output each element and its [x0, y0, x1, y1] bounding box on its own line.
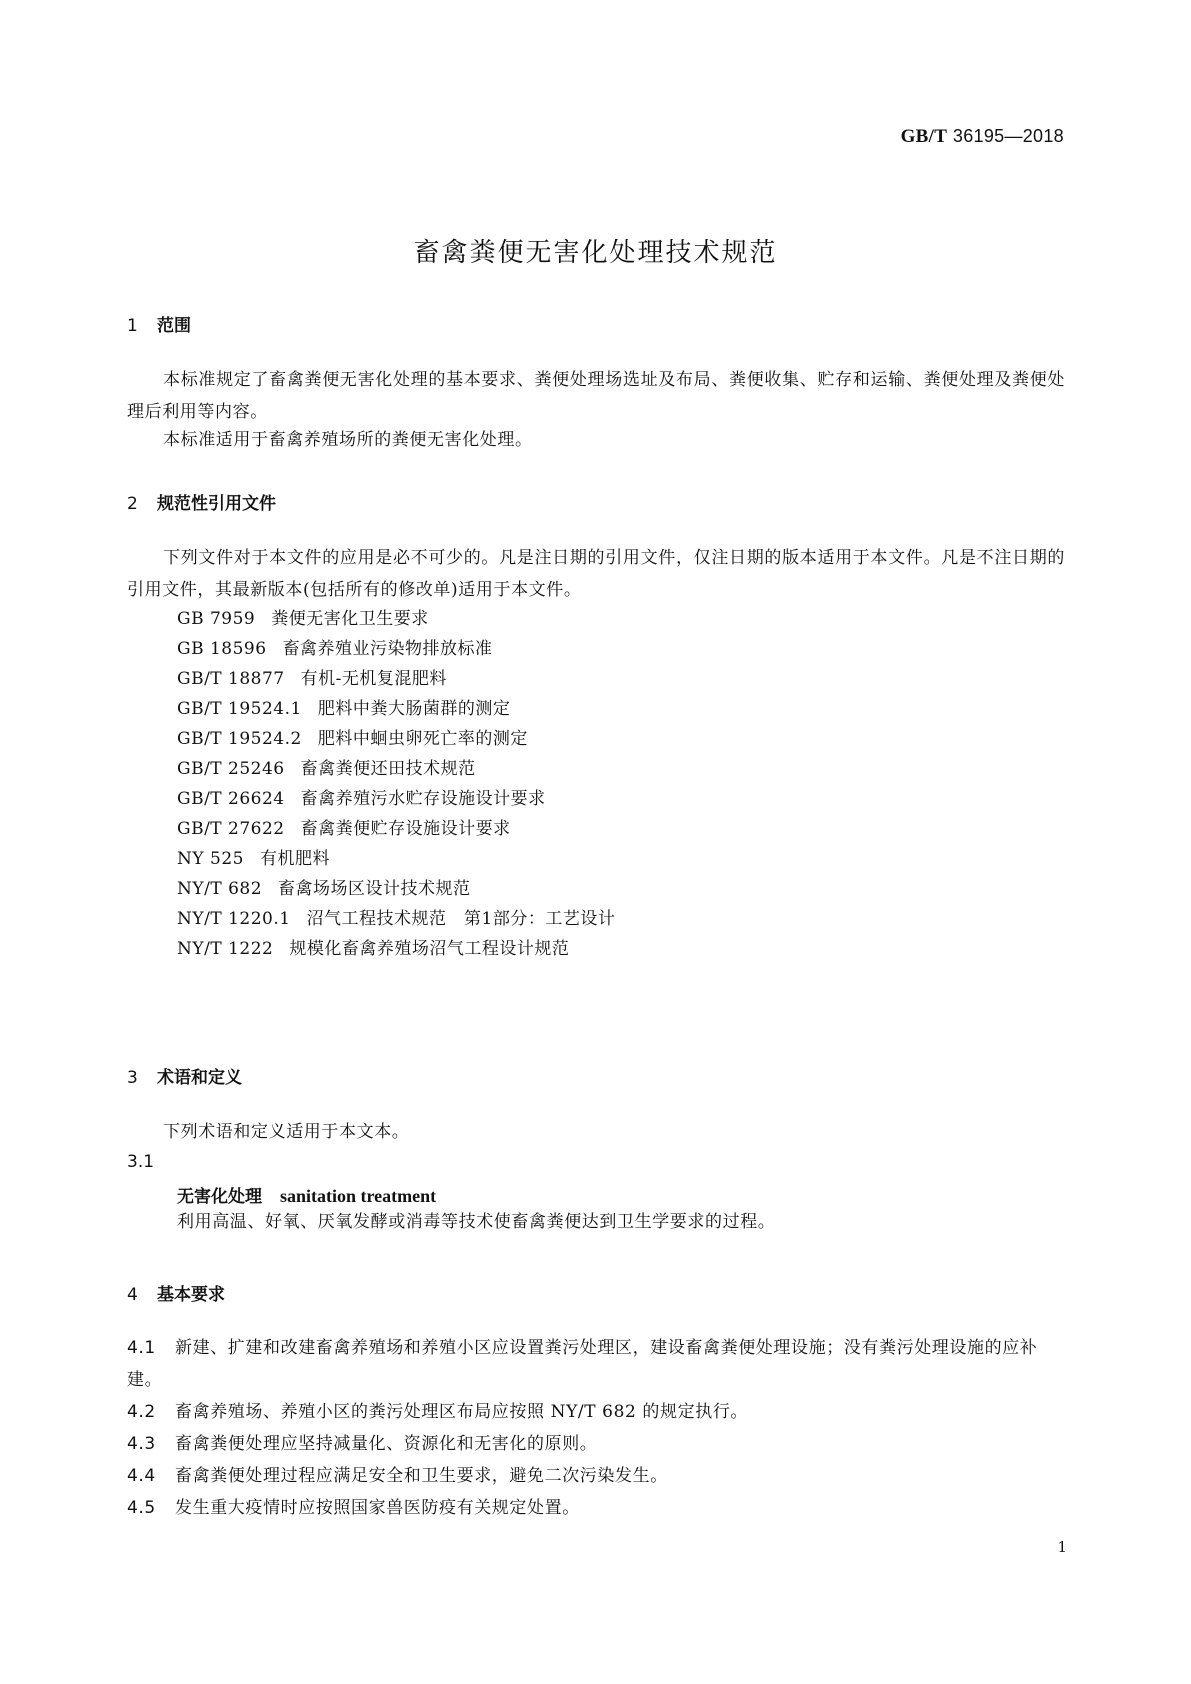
standard-number	[901, 126, 1064, 148]
reference-title: 有机肥料	[259, 849, 330, 869]
reference-code: GB 7959	[177, 609, 256, 629]
reference-title: 畜禽养殖污水贮存设施设计要求	[300, 789, 546, 809]
reference-title: 肥料中蛔虫卵死亡率的测定	[317, 729, 528, 749]
reference-code: GB/T 19524.1	[177, 699, 302, 719]
reference-item	[177, 904, 615, 929]
reference-title: 规模化畜禽养殖场沼气工程设计规范	[289, 939, 570, 959]
standard-prefix: GB/T	[900, 126, 948, 147]
clause-item	[127, 1428, 1065, 1460]
reference-code: GB/T 26624	[177, 789, 285, 809]
term-definition: 利用高温、好氧、厌氧发酵或消毒等技术使畜禽粪便达到卫生学要求的过程。	[177, 1212, 776, 1232]
section-3-heading	[127, 1063, 242, 1088]
reference-code: GB/T 18877	[177, 669, 285, 689]
term-english: sanitation treatment	[280, 1186, 437, 1206]
reference-title: 肥料中粪大肠菌群的测定	[317, 699, 511, 719]
term-number: 3.1	[127, 1152, 155, 1172]
section-2-heading	[127, 489, 276, 514]
reference-item	[177, 634, 493, 659]
section-number: 4	[127, 1285, 138, 1305]
section-title: 规范性引用文件	[157, 494, 276, 514]
reference-item	[177, 844, 330, 869]
reference-item	[177, 604, 429, 629]
section-title: 术语和定义	[157, 1068, 242, 1088]
clause-item	[127, 1460, 1065, 1492]
reference-code: GB/T 25246	[177, 759, 285, 779]
section-title: 范围	[157, 316, 191, 336]
reference-item	[177, 934, 569, 959]
reference-item	[177, 784, 546, 809]
reference-code: GB/T 19524.2	[177, 729, 302, 749]
reference-title: 有机-无机复混肥料	[300, 669, 447, 689]
clause-item	[127, 1396, 1065, 1428]
reference-code: GB/T 27622	[177, 819, 285, 839]
section-number: 3	[127, 1068, 138, 1088]
page-number: 1	[1057, 1538, 1067, 1556]
reference-title: 畜禽粪便贮存设施设计要求	[300, 819, 511, 839]
clause-number: 4.5	[127, 1498, 156, 1518]
reference-code: GB 18596	[177, 639, 267, 659]
section-1-paragraph-2: 本标准适用于畜禽养殖场所的粪便无害化处理。	[163, 430, 533, 450]
reference-title: 畜禽场场区设计技术规范	[278, 879, 471, 899]
reference-item	[177, 814, 511, 839]
document-title: 畜禽粪便无害化处理技术规范	[413, 238, 778, 268]
clause-item	[127, 1492, 1065, 1524]
term-chinese: 无害化处理	[177, 1187, 262, 1207]
reference-title: 畜禽粪便还田技术规范	[300, 759, 476, 779]
reference-title: 粪便无害化卫生要求	[271, 609, 429, 629]
term-entry	[177, 1182, 436, 1207]
clause-item	[127, 1332, 1065, 1396]
reference-item	[177, 694, 510, 719]
section-3-paragraph-1: 下列术语和定义适用于本文本。	[163, 1122, 410, 1142]
section-1-heading	[127, 311, 191, 336]
reference-code: NY/T 682	[177, 879, 263, 899]
reference-code: NY/T 1220.1	[177, 909, 291, 929]
section-number: 2	[127, 494, 138, 514]
reference-title: 畜禽养殖业污染物排放标准	[282, 639, 493, 659]
reference-code: NY 525	[177, 849, 244, 869]
clause-text: 新建、扩建和改建畜禽养殖场和养殖小区应设置粪污处理区，建设畜禽粪便处理设施；没有粪污处理设施的应补建。	[127, 1338, 1038, 1390]
clause-number: 4.1	[127, 1338, 156, 1358]
clause-text: 畜禽粪便处理应坚持减量化、资源化和无害化的原则。	[175, 1434, 598, 1454]
reference-title: 沼气工程技术规范 第1部分：工艺设计	[306, 909, 616, 929]
reference-item	[177, 874, 471, 899]
reference-code: NY/T 1222	[177, 939, 274, 959]
section-2-paragraph-1: 下列文件对于本文件的应用是必不可少的。凡是注日期的引用文件，仅注日期的版本适用于本文件。凡是不注日期的引用文件，其最新版本(包括所有的修改单)适用于本文件。	[127, 548, 1065, 600]
clause-text: 发生重大疫情时应按照国家兽医防疫有关规定处置。	[175, 1498, 580, 1518]
section-4-heading	[127, 1280, 225, 1305]
reference-item	[177, 724, 528, 749]
clause-text: 畜禽养殖场、养殖小区的粪污处理区布局应按照 NY/T 682 的规定执行。	[175, 1402, 749, 1422]
section-number: 1	[127, 316, 138, 336]
reference-item	[177, 664, 447, 689]
clause-number: 4.3	[127, 1434, 156, 1454]
standard-code: 36195—2018	[952, 126, 1064, 146]
clause-number: 4.4	[127, 1466, 156, 1486]
clause-number: 4.2	[127, 1402, 156, 1422]
reference-item	[177, 754, 476, 779]
section-1-paragraph-1: 本标准规定了畜禽粪便无害化处理的基本要求、粪便处理场选址及布局、粪便收集、贮存和运输、粪便处理及粪便处理后利用等内容。	[127, 370, 1065, 422]
section-title: 基本要求	[157, 1285, 225, 1305]
clause-text: 畜禽粪便处理过程应满足安全和卫生要求，避免二次污染发生。	[175, 1466, 668, 1486]
